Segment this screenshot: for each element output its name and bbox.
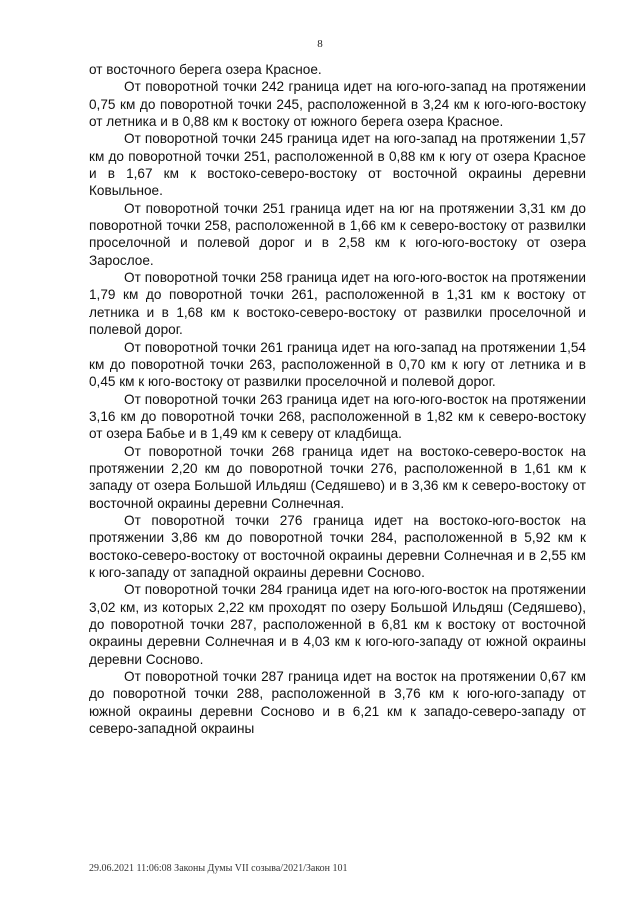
paragraph: От поворотной точки 268 граница идет на востоко-северо-восток на протяжении 2,20 км до поворотной точки 276, расположенной в 1,61 км к западу от озера Большой Ильдяш (Седяшево) и в 3,36 км к северо-востоку от восточной окраины деревни Солнечная. (89, 443, 586, 511)
paragraph: От поворотной точки 263 граница идет на юго-юго-восток на протяжении 3,16 км до поворотной точки 268, расположенной в 1,82 км к северо-востоку от озера Бабье и в 1,49 км к северу от кладбища. (89, 391, 586, 442)
paragraph: От поворотной точки 284 граница идет на юго-юго-восток на протяжении 3,02 км, из которых 2,22 км проходят по озеру Большой Ильдяш (Седяшево), до поворотной точки 287, расположенной в 6,81 км к востоку от восточной окраины деревни Солнечная и в 4,03 км к юго-юго-западу от южной окраины деревни Сосново. (89, 582, 586, 667)
paragraph: от восточного берега озера Красное. (89, 62, 322, 77)
page-number: 8 (317, 38, 323, 50)
paragraph: От поворотной точки 261 граница идет на юго-запад на протяжении 1,54 км до поворотной точки 263, расположенной в 0,70 км к югу от летника и в 0,45 км к юго-востоку от развилки проселочной и полевой дорог. (89, 339, 586, 390)
paragraph: От поворотной точки 258 граница идет на юго-юго-восток на протяжении 1,79 км до поворотной точки 261, расположенной в 1,31 км к востоку от летника и в 1,68 км к востоко-северо-востоку от развилки проселочной и полевой дорог. (89, 270, 586, 338)
paragraph: От поворотной точки 287 граница идет на восток на протяжении 0,67 км до поворотной точки 288, расположенной в 3,76 км к юго-юго-западу от южной окраины деревни Сосново и в 6,21 км к западо-северо-западу от северо-западной окраины (89, 669, 586, 737)
document-body (89, 61, 586, 737)
document-footer: 29.06.2021 11:06:08 Законы Думы VII созыва/2021/Закон 101 (89, 863, 348, 874)
paragraph: От поворотной точки 242 граница идет на юго-юго-запад на протяжении 0,75 км до поворотной точки 245, расположенной в 3,24 км к юго-юго-востоку от летника и в 0,88 км к востоку от южного берега озера Красное. (89, 79, 586, 130)
paragraph: От поворотной точки 245 граница идет на юго-запад на протяжении 1,57 км до поворотной точки 251, расположенной в 0,88 км к югу от озера Красное и в 1,67 км к востоко-северо-востоку от восточной окраины деревни Ковыльное. (89, 131, 586, 199)
paragraph: От поворотной точки 251 граница идет на юг на протяжении 3,31 км до поворотной точки 258, расположенной в 1,66 км к северо-востоку от развилки проселочной и полевой дорог и в 2,58 км к юго-юго-востоку от озера Зарослое. (89, 200, 586, 268)
paragraph: От поворотной точки 276 граница идет на востоко-юго-восток на протяжении 3,86 км до поворотной точки 284, расположенной в 5,92 км к востоко-северо-востоку от восточной окраины деревни Солнечная и в 2,55 км к юго-западу от западной окраины деревни Сосново. (89, 512, 586, 580)
